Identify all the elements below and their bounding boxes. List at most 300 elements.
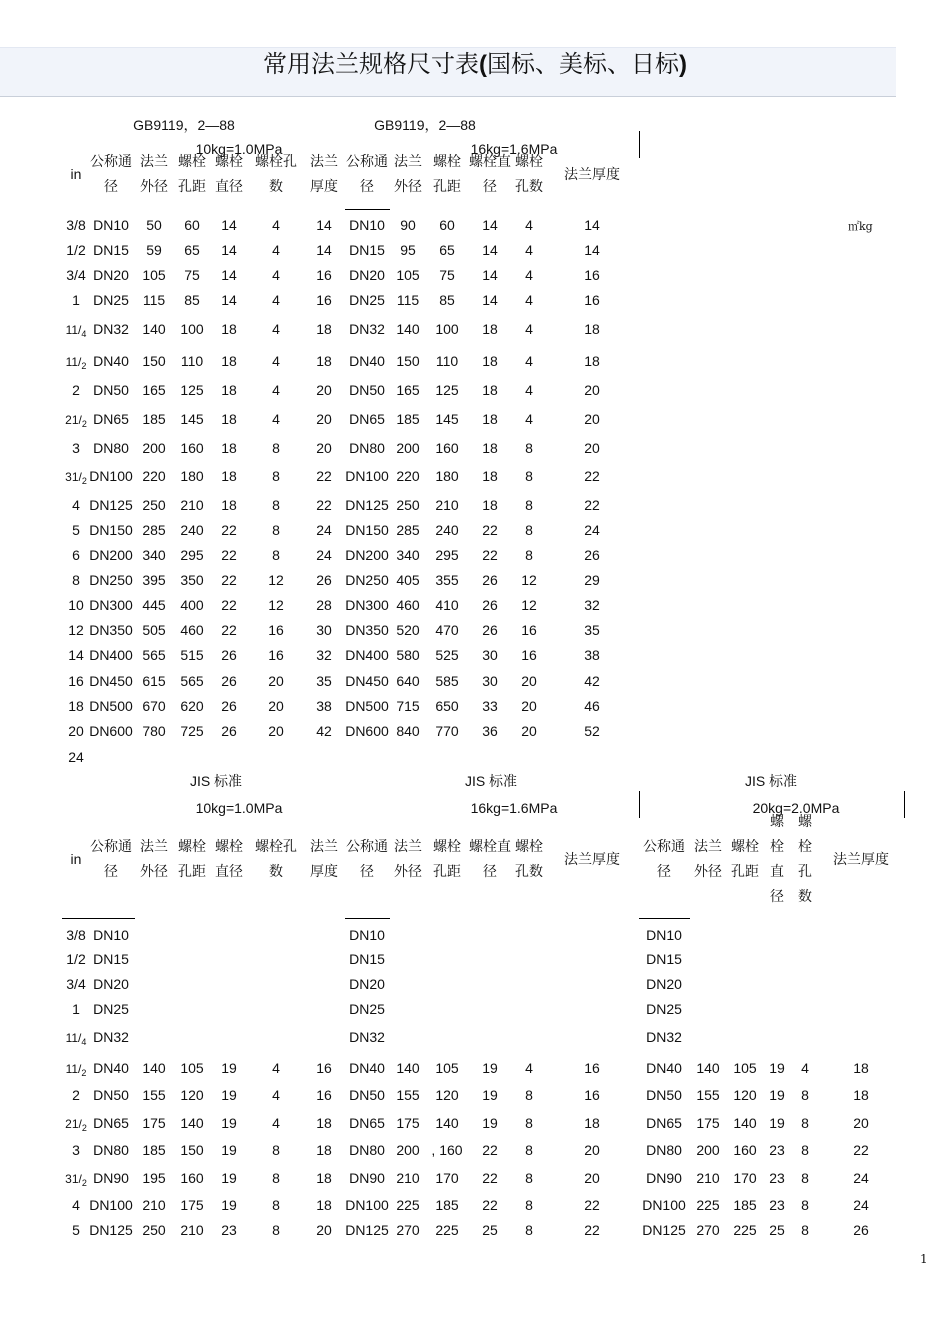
section1-cell-dn: DN100 [89, 468, 133, 484]
section2-cell-bn3: 8 [801, 1115, 809, 1131]
section2-cell-od2: 140 [396, 1060, 420, 1076]
section2-cell-bd3: 19 [769, 1060, 785, 1076]
section1-cell-dn: DN400 [89, 647, 133, 663]
section1-cell-th2: 14 [584, 217, 600, 233]
section1-cell-od: 150 [142, 353, 166, 369]
section1-cell-in: 3 [72, 440, 80, 456]
section1-cell-pcd: 295 [180, 547, 204, 563]
section1-cell-bd2: 36 [482, 723, 498, 739]
section1-cell-dn: DN80 [93, 440, 129, 456]
section1-cell-dn2: DN500 [345, 698, 389, 714]
section1-cell-pcd2: 180 [435, 468, 459, 484]
section1-cell-in: 8 [72, 572, 80, 588]
section2-cell-bn: 8 [272, 1170, 280, 1186]
section1-cell-bn2: 20 [521, 673, 537, 689]
section2-cell-bd3: 23 [769, 1142, 785, 1158]
section1-cell-pcd2: 75 [439, 267, 455, 283]
section1-cell-od: 115 [142, 292, 166, 308]
section2-cell-od3: 155 [696, 1087, 720, 1103]
section1-cell-pcd2: 650 [435, 698, 459, 714]
section2-cell-dn3: DN25 [646, 1001, 682, 1017]
section2-cell-dn2: DN25 [349, 1001, 385, 1017]
section1-cell-bn2: 20 [521, 723, 537, 739]
section2-cell-pcd3: 160 [733, 1142, 757, 1158]
section1-cell-th: 42 [316, 723, 332, 739]
section2-cell-th3: 18 [853, 1060, 869, 1076]
section1-cell-in: $31/_2$ [65, 470, 87, 486]
section1-cell-bn2: 20 [521, 698, 537, 714]
section1-cell-bd2: 26 [482, 597, 498, 613]
section2-cell-pcd2: 225 [435, 1222, 459, 1238]
section1-cell-bn: 4 [272, 382, 280, 398]
section1-cell-bd2: 18 [482, 497, 498, 513]
section1-cell-bn: 8 [272, 468, 280, 484]
section1-cell-pcd: 125 [180, 382, 204, 398]
section1-cell-in: $11/_2$ [65, 355, 87, 371]
section1-cell-od: 780 [142, 723, 166, 739]
section1-cell-th: 20 [316, 440, 332, 456]
section1-cell-dn: DN32 [93, 321, 129, 337]
section2-cell-dn2: DN40 [349, 1060, 385, 1076]
section2-cell-pcd3: 120 [733, 1087, 757, 1103]
section2-cell-bd: 19 [221, 1115, 237, 1131]
section1-cell-pcd2: 65 [439, 242, 455, 258]
section1-cell-bd2: 14 [482, 267, 498, 283]
section2-cell-dn3: DN20 [646, 976, 682, 992]
section1-cell-pcd2: 60 [439, 217, 455, 233]
section1-cell-bd2: 26 [482, 572, 498, 588]
section1-cell-th2: 29 [584, 572, 600, 588]
section2-cell-bn: 4 [272, 1060, 280, 1076]
section1-cell-bn: 8 [272, 547, 280, 563]
section1-cell-bn: 20 [268, 673, 284, 689]
header-underline [639, 918, 690, 919]
section2-cell-dn3: DN90 [646, 1170, 682, 1186]
section2-cell-th2: 20 [584, 1170, 600, 1186]
section2-cell-th3: 24 [853, 1197, 869, 1213]
section1-cell-th2: 20 [584, 440, 600, 456]
section2-cell-pcd2: 105 [435, 1060, 459, 1076]
section2-cell-dn: DN20 [93, 976, 129, 992]
section2-cell-in: 4 [72, 1197, 80, 1213]
section2-cell-dn2: DN90 [349, 1170, 385, 1186]
section1-cell-bd: 18 [221, 468, 237, 484]
section2-header-pcd: 螺栓 孔距 [178, 838, 206, 879]
section1-cell-bd: 14 [221, 242, 237, 258]
section1-cell-bn2: 8 [525, 497, 533, 513]
section2-cell-dn: DN25 [93, 1001, 129, 1017]
section2-cell-pcd3: 140 [733, 1115, 757, 1131]
section1-cell-in: 1 [72, 292, 80, 308]
section2-cell-bn3: 8 [801, 1087, 809, 1103]
section1-cell-pcd2: 240 [435, 522, 459, 538]
section2-cell-th2: 22 [584, 1222, 600, 1238]
section1-cell-bd: 26 [221, 673, 237, 689]
section1-cell-th: 16 [316, 267, 332, 283]
section2-cell-bd2: 22 [482, 1142, 498, 1158]
section2-cell-in: 2 [72, 1087, 80, 1103]
section2-cell-dn3: DN125 [642, 1222, 686, 1238]
section1-cell-pcd2: 160 [435, 440, 459, 456]
section2-cell-dn3: DN65 [646, 1115, 682, 1131]
page-number: 1 [920, 1252, 928, 1266]
section1-cell-bd: 22 [221, 547, 237, 563]
section1-cell-in: 12 [68, 622, 84, 638]
section2-cell-th3: 26 [853, 1222, 869, 1238]
section1-cell-bd2: 22 [482, 522, 498, 538]
jis-label-c: JIS 标准 [744, 773, 798, 789]
section2-cell-od: 250 [142, 1222, 166, 1238]
divider-line [904, 791, 905, 818]
section1-cell-od: 59 [146, 242, 162, 258]
section2-cell-th2: 16 [584, 1087, 600, 1103]
section1-cell-th2: 20 [584, 411, 600, 427]
section2-header-pcd3: 螺栓 孔距 [731, 838, 759, 879]
section1-cell-th: 20 [316, 411, 332, 427]
section1-cell-pcd: 110 [180, 353, 204, 369]
section1-cell-pcd: 725 [180, 723, 204, 739]
section1-cell-pcd: 160 [180, 440, 204, 456]
section1-cell-od: 285 [142, 522, 166, 538]
section2-cell-od: 175 [142, 1115, 166, 1131]
section1-cell-bd2: 18 [482, 468, 498, 484]
section2-cell-th2: 18 [584, 1115, 600, 1131]
section2-cell-dn: DN10 [93, 927, 129, 943]
section1-cell-pcd: 515 [180, 647, 204, 663]
section1-cell-dn2: DN50 [349, 382, 385, 398]
section1-header-od2: 法兰 外径 [394, 153, 422, 194]
section2-cell-in: 1 [72, 1001, 80, 1017]
section1-cell-od: 105 [142, 267, 166, 283]
section1-cell-bn2: 4 [525, 321, 533, 337]
section1-cell-dn: DN125 [89, 497, 133, 513]
section2-cell-od3: 210 [696, 1170, 720, 1186]
section1-cell-pcd2: 585 [435, 673, 459, 689]
section1-cell-od2: 250 [396, 497, 420, 513]
section2-cell-bn2: 4 [525, 1060, 533, 1076]
section2-cell-od: 210 [142, 1197, 166, 1213]
section2-cell-th: 18 [316, 1115, 332, 1131]
section1-cell-dn: DN10 [93, 217, 129, 233]
section1-cell-dn2: DN32 [349, 321, 385, 337]
section1-cell-bd2: 30 [482, 673, 498, 689]
section1-cell-bd: 22 [221, 522, 237, 538]
section2-cell-th: 18 [316, 1142, 332, 1158]
section2-cell-bd3: 23 [769, 1170, 785, 1186]
section2-cell-pcd: 105 [180, 1060, 204, 1076]
section2-cell-od2: 225 [396, 1197, 420, 1213]
section1-cell-bn2: 4 [525, 267, 533, 283]
section1-cell-bd: 22 [221, 622, 237, 638]
section2-header-bn: 螺栓孔 数 [255, 838, 297, 879]
section1-cell-dn2: DN125 [345, 497, 389, 513]
section2-cell-od: 185 [142, 1142, 166, 1158]
section1-cell-dn2: DN300 [345, 597, 389, 613]
section2-cell-dn2: DN20 [349, 976, 385, 992]
section1-cell-od2: 140 [396, 321, 420, 337]
section2-cell-th3: 22 [853, 1142, 869, 1158]
section1-cell-pcd2: 355 [435, 572, 459, 588]
section1-header-th2: 法兰厚度 [564, 165, 620, 182]
section1-cell-dn: DN500 [89, 698, 133, 714]
section2-cell-pcd3: 105 [733, 1060, 757, 1076]
section1-cell-bn2: 8 [525, 547, 533, 563]
section1-cell-th: 20 [316, 382, 332, 398]
section2-cell-th3: 24 [853, 1170, 869, 1186]
section1-cell-th2: 35 [584, 622, 600, 638]
section1-cell-pcd2: 110 [435, 353, 459, 369]
section2-cell-dn2: DN100 [345, 1197, 389, 1213]
section2-cell-pcd: 140 [180, 1115, 204, 1131]
section1-cell-in: 4 [72, 497, 80, 513]
section1-cell-dn2: DN10 [349, 217, 385, 233]
section1-cell-pcd2: 770 [435, 723, 459, 739]
section2-cell-bn: 8 [272, 1197, 280, 1213]
section1-cell-bn: 4 [272, 321, 280, 337]
section1-header-bn: 螺栓孔 数 [255, 153, 297, 194]
section2-cell-bn2: 8 [525, 1197, 533, 1213]
section2-cell-pcd2: 120 [435, 1087, 459, 1103]
section1-cell-th2: 16 [584, 267, 600, 283]
standard-label-left: GB9119，2—88 [133, 117, 235, 133]
divider-line [639, 791, 640, 818]
section1-cell-od2: 520 [396, 622, 420, 638]
section1-cell-dn: DN350 [89, 622, 133, 638]
section1-cell-bd: 26 [221, 647, 237, 663]
section1-cell-dn2: DN200 [345, 547, 389, 563]
section1-cell-bd: 18 [221, 440, 237, 456]
section1-cell-bn2: 4 [525, 217, 533, 233]
section1-cell-th: 28 [316, 597, 332, 613]
section2-cell-th2: 22 [584, 1197, 600, 1213]
section1-cell-od: 185 [142, 411, 166, 427]
section2-cell-bd2: 19 [482, 1060, 498, 1076]
section1-cell-th: 16 [316, 292, 332, 308]
section2-cell-bd3: 23 [769, 1197, 785, 1213]
section1-cell-bd2: 18 [482, 321, 498, 337]
section1-cell-dn: DN40 [93, 353, 129, 369]
section2-cell-pcd2: 140 [435, 1115, 459, 1131]
section2-cell-dn: DN50 [93, 1087, 129, 1103]
section1-cell-dn: DN65 [93, 411, 129, 427]
section1-cell-dn2: DN400 [345, 647, 389, 663]
section1-cell-th: 18 [316, 321, 332, 337]
section1-cell-th: 22 [316, 468, 332, 484]
section2-cell-dn: DN32 [93, 1029, 129, 1045]
pressure-label-a: 10kg=1.0MPa [195, 800, 283, 816]
header-underline [345, 209, 390, 210]
section1-cell-pcd: 100 [180, 321, 204, 337]
section2-cell-dn: DN125 [89, 1222, 133, 1238]
section1-cell-od2: 90 [400, 217, 416, 233]
section2-cell-bd3: 19 [769, 1115, 785, 1131]
section2-cell-bn: 8 [272, 1142, 280, 1158]
section1-header-pcd2: 螺栓 孔距 [433, 153, 461, 194]
section1-cell-in: 18 [68, 698, 84, 714]
section2-cell-od3: 200 [696, 1142, 720, 1158]
section1-cell-od2: 185 [396, 411, 420, 427]
section1-cell-th: 22 [316, 497, 332, 513]
section2-cell-bn: 4 [272, 1087, 280, 1103]
section1-cell-bd2: 30 [482, 647, 498, 663]
section2-cell-bn2: 8 [525, 1142, 533, 1158]
section1-cell-in: 6 [72, 547, 80, 563]
section1-cell-th: 35 [316, 673, 332, 689]
pressure-label-right: 16kg=1.6MPa [470, 141, 558, 157]
pressure-label-c: 20kg=2.0MPa [752, 800, 840, 816]
section2-cell-pcd3: 225 [733, 1222, 757, 1238]
section1-cell-th: 14 [316, 242, 332, 258]
section1-cell-bd: 18 [221, 411, 237, 427]
section1-cell-bd: 18 [221, 321, 237, 337]
section1-cell-in: $11/_4$ [65, 323, 87, 339]
section1-cell-th2: 18 [584, 321, 600, 337]
section2-cell-bn3: 8 [801, 1222, 809, 1238]
standard-label-right: GB9119，2—88 [374, 117, 476, 133]
section1-cell-th: 38 [316, 698, 332, 714]
section1-cell-th: 24 [316, 522, 332, 538]
section1-cell-bn2: 4 [525, 242, 533, 258]
section1-cell-bd2: 14 [482, 217, 498, 233]
section2-cell-bd: 19 [221, 1060, 237, 1076]
section1-cell-pcd: 75 [184, 267, 200, 283]
section1-cell-bn: 20 [268, 723, 284, 739]
section1-cell-dn2: DN65 [349, 411, 385, 427]
section2-cell-dn: DN100 [89, 1197, 133, 1213]
section1-cell-th2: 20 [584, 382, 600, 398]
section1-cell-dn: DN600 [89, 723, 133, 739]
section1-cell-bd: 22 [221, 572, 237, 588]
section2-header-bd3: 螺 栓 直 径 [770, 813, 784, 904]
section2-cell-bd: 23 [221, 1222, 237, 1238]
section2-cell-od2: 200 [396, 1142, 420, 1158]
section2-cell-od2: 270 [396, 1222, 420, 1238]
section1-cell-od: 200 [142, 440, 166, 456]
section2-cell-th: 18 [316, 1170, 332, 1186]
section1-cell-dn2: DN15 [349, 242, 385, 258]
section2-cell-dn2: DN65 [349, 1115, 385, 1131]
section1-cell-bd: 14 [221, 267, 237, 283]
section1-cell-bn: 4 [272, 353, 280, 369]
section1-cell-od: 220 [142, 468, 166, 484]
section1-cell-dn: DN450 [89, 673, 133, 689]
section2-cell-od3: 140 [696, 1060, 720, 1076]
section2-cell-dn: DN15 [93, 951, 129, 967]
section2-cell-in: $21/_2$ [65, 1117, 87, 1133]
section2-cell-bn2: 8 [525, 1087, 533, 1103]
section2-header-bn3: 螺 栓 孔 数 [798, 813, 812, 904]
section2-cell-dn3: DN32 [646, 1029, 682, 1045]
section1-cell-od2: 220 [396, 468, 420, 484]
section2-cell-dn3: DN100 [642, 1197, 686, 1213]
section2-cell-bd: 19 [221, 1087, 237, 1103]
section1-cell-th: 32 [316, 647, 332, 663]
section1-cell-bd: 14 [221, 292, 237, 308]
section1-cell-bd: 18 [221, 382, 237, 398]
section1-header-th: 法兰 厚度 [310, 153, 338, 194]
section1-cell-od2: 840 [396, 723, 420, 739]
section1-cell-bd: 18 [221, 497, 237, 513]
section1-cell-od: 445 [142, 597, 166, 613]
section1-cell-pcd: 145 [180, 411, 204, 427]
section2-cell-dn: DN65 [93, 1115, 129, 1131]
section2-cell-dn3: DN80 [646, 1142, 682, 1158]
section2-cell-bd2: 19 [482, 1087, 498, 1103]
section2-cell-pcd: 120 [180, 1087, 204, 1103]
section2-cell-in: 3/4 [66, 976, 86, 992]
section1-cell-pcd2: 295 [435, 547, 459, 563]
section1-cell-dn2: DN150 [345, 522, 389, 538]
section1-cell-bn: 8 [272, 522, 280, 538]
section2-cell-od: 195 [142, 1170, 166, 1186]
section1-cell-pcd2: 410 [435, 597, 459, 613]
section2-cell-pcd2: , 160 [431, 1142, 463, 1158]
section1-cell-bn: 16 [268, 622, 284, 638]
pressure-label-left: 10kg=1.0MPa [195, 141, 283, 157]
section1-cell-th2: 52 [584, 723, 600, 739]
section1-cell-bd2: 33 [482, 698, 498, 714]
section2-header-od2: 法兰 外径 [394, 838, 422, 879]
section1-header-bn2: 螺栓 孔数 [515, 153, 543, 194]
section1-cell-pcd2: 470 [435, 622, 459, 638]
section1-cell-od: 505 [142, 622, 166, 638]
section2-cell-dn: DN80 [93, 1142, 129, 1158]
section2-header-in: in [70, 850, 82, 867]
section1-cell-bn2: 4 [525, 411, 533, 427]
section2-header-pcd2: 螺栓 孔距 [433, 838, 461, 879]
section2-cell-bn: 8 [272, 1222, 280, 1238]
section1-cell-th2: 14 [584, 242, 600, 258]
section1-cell-in: 1/2 [66, 242, 86, 258]
section1-cell-bn: 4 [272, 411, 280, 427]
section1-cell-od: 670 [142, 698, 166, 714]
section1-cell-pcd2: 145 [435, 411, 459, 427]
section1-cell-dn2: DN600 [345, 723, 389, 739]
section2-cell-od: 140 [142, 1060, 166, 1076]
section1-cell-dn2: DN450 [345, 673, 389, 689]
section2-cell-th3: 20 [853, 1115, 869, 1131]
section2-cell-pcd3: 185 [733, 1197, 757, 1213]
section1-cell-dn: DN15 [93, 242, 129, 258]
section1-cell-pcd: 60 [184, 217, 200, 233]
section1-cell-od2: 115 [396, 292, 420, 308]
section2-cell-dn: DN90 [93, 1170, 129, 1186]
section1-cell-bn2: 16 [521, 622, 537, 638]
section2-cell-dn3: DN40 [646, 1060, 682, 1076]
section1-cell-pcd: 65 [184, 242, 200, 258]
section2-cell-pcd3: 170 [733, 1170, 757, 1186]
section1-cell-bd2: 14 [482, 292, 498, 308]
section1-cell-in: 2 [72, 382, 80, 398]
jis-label-a: JIS 标准 [189, 773, 243, 789]
section1-cell-bn2: 8 [525, 440, 533, 456]
section2-cell-bn2: 8 [525, 1170, 533, 1186]
section1-cell-pcd: 460 [180, 622, 204, 638]
section1-cell-in: 5 [72, 522, 80, 538]
section1-cell-bd2: 18 [482, 440, 498, 456]
section1-cell-bn: 4 [272, 217, 280, 233]
section2-header-th3: 法兰厚度 [833, 850, 889, 867]
section1-header-bd: 螺栓 直径 [215, 153, 243, 194]
section2-cell-th2: 20 [584, 1142, 600, 1158]
section2-cell-od3: 270 [696, 1222, 720, 1238]
section2-cell-bd: 19 [221, 1142, 237, 1158]
section1-cell-od: 165 [142, 382, 166, 398]
section2-cell-dn2: DN125 [345, 1222, 389, 1238]
section2-header-th: 法兰 厚度 [310, 838, 338, 879]
section2-cell-bd3: 25 [769, 1222, 785, 1238]
section1-cell-od: 565 [142, 647, 166, 663]
